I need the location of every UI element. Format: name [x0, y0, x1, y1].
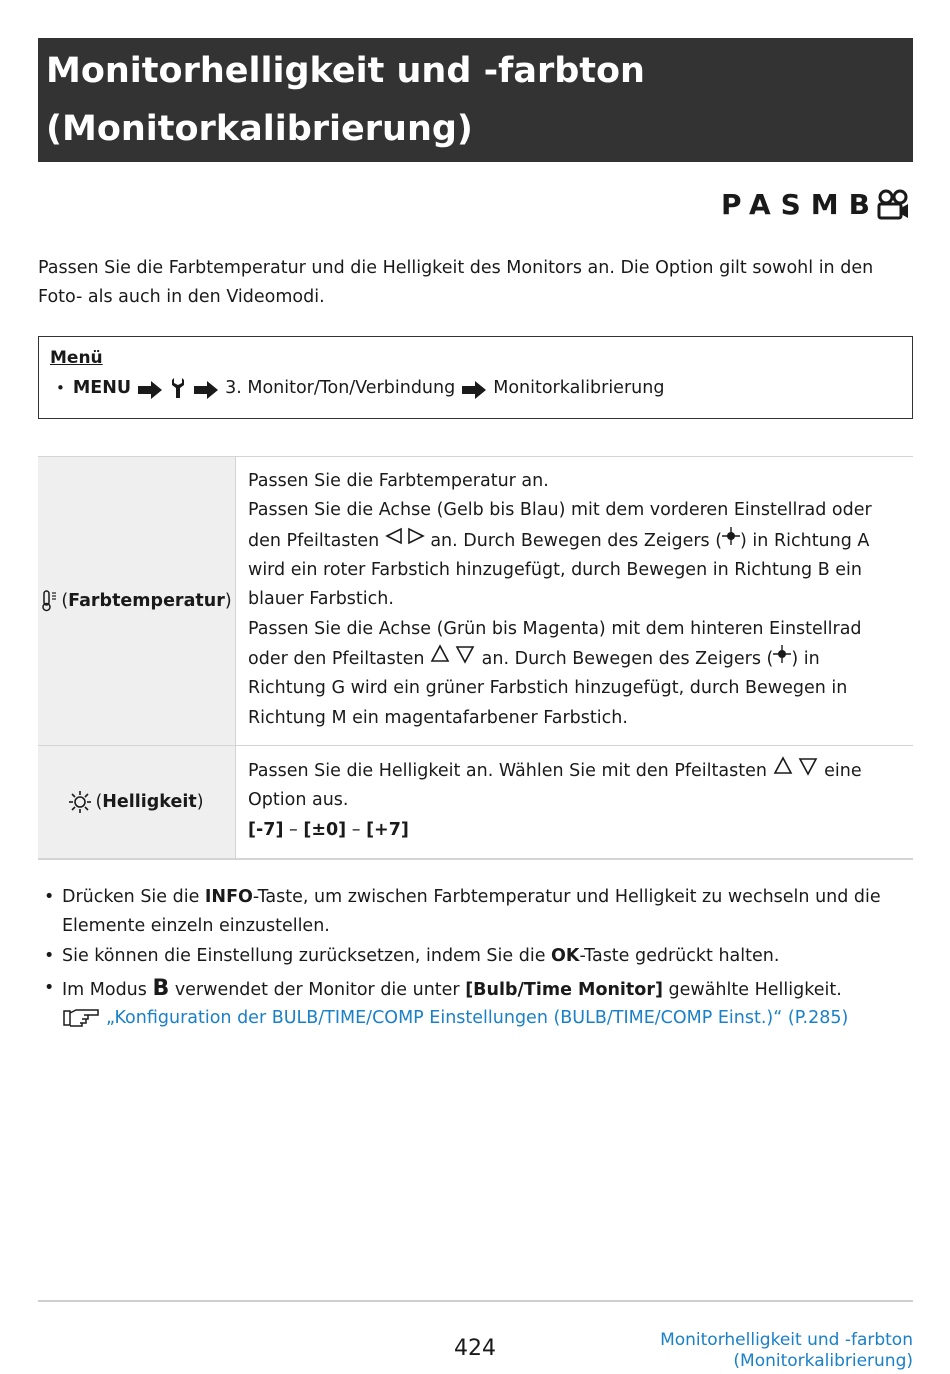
desc-text: an. Durch Bewegen des Zeigers (: [430, 530, 723, 551]
intro-text: Passen Sie die Farbtemperatur und die Helligkeit des Monitors an. Die Option gilt sowohl in den Foto- als auch in den Videomodi.: [38, 258, 874, 307]
footer-section-link[interactable]: [660, 1330, 913, 1372]
right-arrow-icon: [462, 379, 486, 397]
range-min: [-7]: [248, 819, 284, 840]
note-text: Im Modus: [62, 979, 153, 1000]
desc-line: Passen Sie die Farbtemperatur an.: [248, 471, 549, 491]
label-color-temperature: Farbtemperatur: [68, 591, 225, 611]
right-arrow-icon: [138, 379, 162, 397]
menu-path-item-2: Monitorkalibrierung: [493, 378, 665, 398]
menu-path: [50, 373, 901, 403]
table-row-color-temperature: [38, 457, 913, 745]
desc-text: ) in Richtung A wird ein roter Farbstich hinzugefügt, durch Bewegen in Richtung B ein blauer Farbstich.: [248, 530, 870, 610]
list-item: [38, 974, 913, 1005]
row-label-cell: [38, 457, 236, 745]
pointing-hand-icon: [62, 1007, 100, 1029]
cross-reference-link[interactable]: „Konfiguration der BULB/TIME/COMP Einstellungen (BULB/TIME/COMP Einst.)“ (P.285): [106, 1008, 849, 1028]
list-item: [38, 942, 913, 971]
row-label-cell: [38, 746, 236, 858]
desc-text: Passen Sie die Helligkeit an. Wählen Sie mit den Pfeiltasten: [248, 761, 767, 782]
ok-key-label: OK: [551, 945, 580, 966]
label-paren: ): [196, 792, 204, 812]
desc-text: eine Option aus.: [248, 761, 862, 811]
thermometer-icon: [41, 590, 59, 612]
desc-text: ) in Richtung G wird ein grüner Farbstich hinzugefügt, durch Bewegen in Richtung M ein magentafarbener Farbstich.: [248, 649, 848, 728]
page-title-line2: (Monitorkalibrierung): [46, 109, 473, 149]
desc-text: Passen Sie die Achse (Grün bis Magenta) mit dem hinteren Einstellrad oder den Pfeiltasten: [248, 618, 862, 670]
notes-list: [38, 883, 913, 1005]
label-paren: ): [224, 591, 232, 611]
desc-paragraph-brightness: [248, 756, 901, 816]
note-text: verwendet der Monitor die unter: [169, 979, 466, 1000]
range-separator: –: [283, 819, 304, 840]
range-max: [+7]: [366, 819, 409, 840]
info-key-label: INFO: [204, 887, 253, 907]
footer-title-line2[interactable]: (Monitorkalibrierung): [733, 1351, 913, 1371]
desc-text: Passen Sie die Achse (Gelb bis Blau) mit dem vorderen Einstellrad oder den Pfeiltasten: [248, 500, 872, 551]
footer-title-line1[interactable]: Monitorhelligkeit und -farbton: [660, 1330, 913, 1350]
setting-name: [Bulb/Time Monitor]: [465, 979, 663, 1000]
list-item: [38, 883, 913, 942]
right-arrow-icon: [194, 379, 218, 397]
label-paren: (: [95, 792, 103, 812]
note-text: -Taste, um zwischen Farbtemperatur und Helligkeit zu wechseln und die Elemente einzeln einzustellen.: [62, 887, 881, 937]
row-description: [236, 457, 913, 745]
page-number: 424: [454, 1336, 496, 1361]
row-label: [69, 791, 203, 813]
desc-paragraph-green-magenta: [248, 615, 901, 733]
label-paren: (: [61, 591, 69, 611]
note-text: Drücken Sie die: [62, 887, 205, 907]
note-text: gewählte Helligkeit.: [662, 979, 842, 1000]
range-default: [±0]: [303, 819, 347, 840]
row-label: [41, 590, 231, 612]
menu-key: MENU: [72, 378, 132, 398]
page-title-line1: Monitorhelligkeit und -farbton: [46, 51, 645, 91]
sun-brightness-icon: [69, 791, 91, 813]
brightness-range: [248, 816, 901, 845]
label-brightness: Helligkeit: [102, 792, 197, 812]
table-row-brightness: [38, 745, 913, 858]
page-title: [46, 42, 905, 158]
wrench-icon: [171, 377, 185, 399]
shooting-modes: [721, 188, 910, 221]
menu-path-item-1: 3. Monitor/Ton/Verbindung: [225, 378, 456, 398]
title-banner: [38, 38, 913, 162]
pointer-icon: [773, 644, 791, 673]
bullet: •: [56, 379, 65, 397]
mode-b-label: B: [152, 975, 170, 1001]
footer-divider: [38, 1300, 913, 1302]
shooting-modes-text: PASMB: [721, 188, 880, 221]
menu-path-box: [38, 336, 913, 419]
desc-paragraph-yellow-blue: [248, 496, 901, 614]
pointer-icon: [722, 526, 740, 555]
cross-reference: [62, 1007, 848, 1029]
range-separator: –: [346, 819, 367, 840]
menu-heading: Menü: [50, 348, 103, 368]
desc-text: an. Durch Bewegen des Zeigers (: [481, 649, 774, 670]
up-down-arrow-keys-icon: [773, 756, 819, 786]
settings-table: [38, 456, 913, 860]
up-down-arrow-keys-icon: [430, 644, 476, 674]
note-text: -Taste gedrückt halten.: [579, 945, 780, 966]
row-description: [236, 746, 913, 858]
note-text: Sie können die Einstellung zurücksetzen, indem Sie die: [62, 945, 552, 966]
movie-camera-icon: [876, 189, 910, 221]
left-right-arrow-keys-icon: [385, 526, 425, 556]
